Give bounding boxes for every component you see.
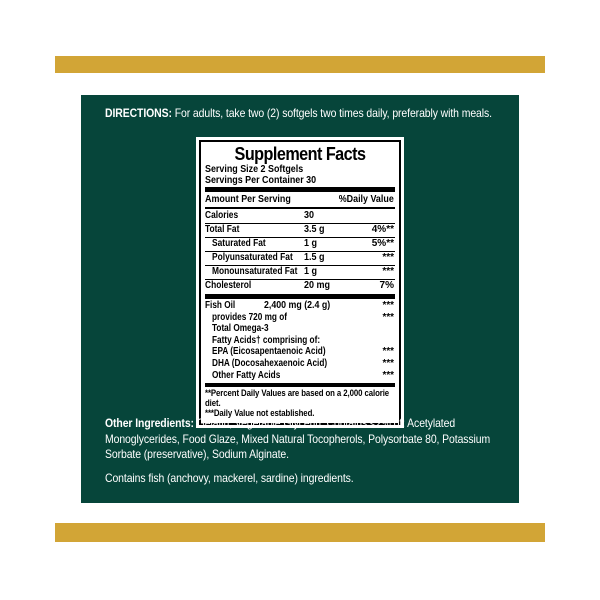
column-header-daily-value: %Daily Value xyxy=(338,193,394,206)
nutrient-row-total-omega3 xyxy=(205,323,395,335)
nutrient-daily-value: *** xyxy=(382,311,394,323)
nutrient-amount: 1 g xyxy=(303,265,317,277)
nutrient-daily-value: 4%** xyxy=(371,223,394,235)
nutrient-name: Cholesterol xyxy=(205,279,252,291)
footnote-daily-values: **Percent Daily Values are based on a 2,000 calorie diet. xyxy=(205,388,390,409)
column-header-amount: Amount Per Serving xyxy=(205,193,291,206)
supplement-facts-title: Supplement Facts xyxy=(234,144,366,164)
nutrient-name: Saturated Fat xyxy=(212,237,266,249)
nutrient-daily-value: *** xyxy=(382,358,394,370)
other-ingredients-body: Gelatin, Vegetable Glycerin. Contains <2% of: Acetylated Monoglycerides, Food Glaze, Mixed Natural Tocopherols, Polysorbate 80, Potassium Sorbate (preservative), Sodium Alginate. xyxy=(105,416,491,461)
nutrient-name: Calories xyxy=(205,209,239,221)
nutrient-daily-value: 5%** xyxy=(371,237,394,249)
divider-thick xyxy=(205,187,395,192)
divider-thick xyxy=(205,294,395,299)
nutrient-name: Other Fatty Acids xyxy=(212,369,281,381)
footnote-not-established: ***Daily Value not established. xyxy=(205,408,315,419)
serving-size: Serving Size 2 Softgels xyxy=(205,163,304,175)
nutrient-row-other-fatty-acids xyxy=(205,370,395,382)
nutrient-row-epa xyxy=(205,346,395,358)
nutrient-daily-value: *** xyxy=(382,300,394,312)
nutrient-row-fatty-acids-comprising xyxy=(205,335,395,347)
nutrient-daily-value: *** xyxy=(382,265,394,277)
nutrient-amount: 3.5 g xyxy=(303,223,325,235)
directions-body: For adults, take two (2) softgels two times daily, preferably with meals. xyxy=(171,106,492,120)
nutrient-row-fish-oil xyxy=(205,300,395,312)
directions-heading: DIRECTIONS: xyxy=(105,106,172,120)
nutrient-amount: 2,400 mg (2.4 g) xyxy=(263,300,331,312)
nutrient-row-dha xyxy=(205,358,395,370)
nutrient-name: Fatty Acids† comprising of: xyxy=(212,334,321,346)
nutrient-row-total-fat xyxy=(205,223,395,237)
nutrient-daily-value: *** xyxy=(382,346,394,358)
nutrient-row-saturated-fat xyxy=(205,237,395,251)
label-panel xyxy=(81,95,519,503)
nutrient-amount: 1.5 g xyxy=(303,251,325,263)
nutrient-row-polyunsaturated-fat xyxy=(205,251,395,265)
nutrient-row-monounsaturated-fat xyxy=(205,265,395,279)
gold-bar-bottom xyxy=(55,523,545,542)
divider-thick xyxy=(205,383,395,388)
directions-text xyxy=(105,106,492,122)
nutrient-amount: 20 mg xyxy=(303,279,330,291)
supplement-facts-box xyxy=(196,137,404,428)
footnotes xyxy=(205,389,392,419)
nutrient-name: Polyunsaturated Fat xyxy=(212,251,293,263)
nutrient-name: Total Omega-3 xyxy=(212,323,269,335)
nutrient-row-calories xyxy=(205,210,395,223)
nutrient-name: Monounsaturated Fat xyxy=(212,265,298,277)
other-ingredients-heading: Other Ingredients: xyxy=(105,416,194,430)
nutrient-name: DHA (Docosahexaenoic Acid) xyxy=(212,358,328,370)
allergen-statement: Contains fish (anchovy, mackerel, sardine) ingredients. xyxy=(105,471,354,485)
nutrient-row-cholesterol xyxy=(205,279,395,293)
nutrient-amount: 1 g xyxy=(303,237,317,249)
servings-per-container: Servings Per Container 30 xyxy=(205,173,317,186)
nutrient-amount: 30 xyxy=(303,209,314,221)
nutrient-name: provides 720 mg of xyxy=(212,311,288,323)
nutrient-daily-value: *** xyxy=(382,251,394,263)
nutrient-name: Total Fat xyxy=(205,223,240,235)
nutrient-daily-value: *** xyxy=(382,369,394,381)
nutrient-name: EPA (Eicosapentaenoic Acid) xyxy=(212,346,326,358)
column-headers xyxy=(205,193,395,206)
nutrient-daily-value: 7% xyxy=(379,279,394,291)
gold-bar-top xyxy=(55,56,545,73)
nutrient-row-provides xyxy=(205,312,395,324)
nutrient-name: Fish Oil xyxy=(205,300,236,312)
other-ingredients-text xyxy=(105,416,492,463)
supplement-facts-inner xyxy=(199,140,401,425)
